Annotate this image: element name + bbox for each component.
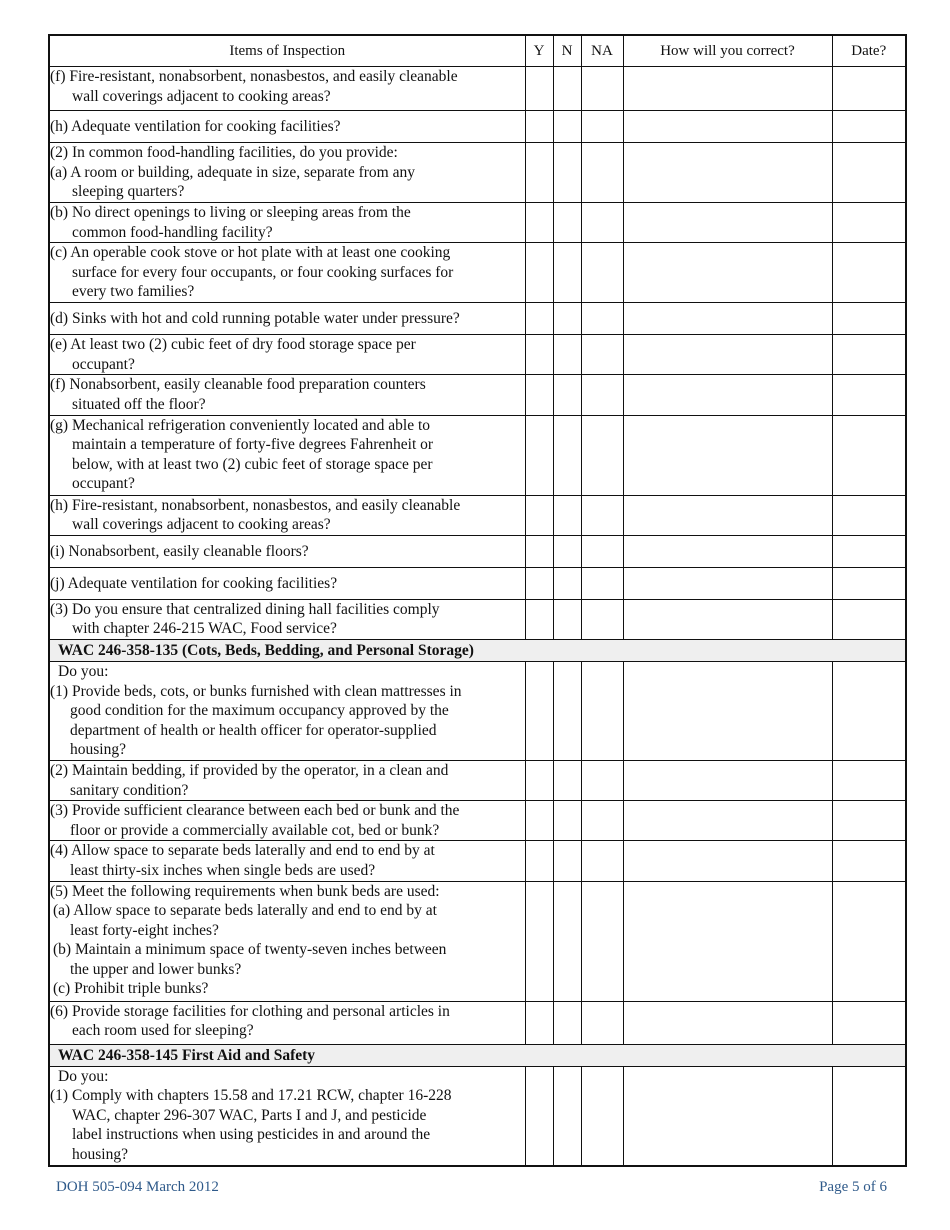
na-cell[interactable] <box>581 335 623 375</box>
no-cell[interactable] <box>553 375 581 415</box>
item-text-line: maintain a temperature of forty-five degrees Fahrenheit or <box>72 436 434 454</box>
yes-cell[interactable] <box>525 495 553 535</box>
table-row <box>49 535 906 567</box>
inspection-item <box>49 415 525 495</box>
item-text-line: (1) Provide beds, cots, or bunks furnished with clean mattresses in <box>50 682 462 700</box>
section-header-row <box>49 1044 906 1066</box>
correction-cell[interactable] <box>623 335 832 375</box>
yes-cell[interactable] <box>525 599 553 639</box>
correction-cell[interactable] <box>623 67 832 111</box>
form-number: DOH 505-094 March 2012 <box>56 1179 219 1195</box>
table-row <box>49 303 906 335</box>
table-row <box>49 415 906 495</box>
inspection-item <box>49 567 525 599</box>
date-cell[interactable] <box>832 599 906 639</box>
correction-cell[interactable] <box>623 495 832 535</box>
correction-cell[interactable] <box>623 243 832 303</box>
col-header-items: Items of Inspection <box>49 35 525 67</box>
item-text-line: sanitary condition? <box>70 781 189 799</box>
no-cell[interactable] <box>553 495 581 535</box>
inspection-item <box>49 111 525 143</box>
yes-cell[interactable] <box>525 1066 553 1166</box>
col-header-na: NA <box>581 35 623 67</box>
col-header-correct: How will you correct? <box>623 35 832 67</box>
table-row <box>49 567 906 599</box>
item-text-line: sleeping quarters? <box>72 183 185 201</box>
item-text-line: (6) Provide storage facilities for clothing and personal articles in <box>50 1002 450 1020</box>
yes-cell[interactable] <box>525 111 553 143</box>
date-cell[interactable] <box>832 143 906 203</box>
no-cell[interactable] <box>553 303 581 335</box>
item-text-line: occupant? <box>72 355 135 373</box>
correction-cell[interactable] <box>623 1001 832 1044</box>
date-cell[interactable] <box>832 375 906 415</box>
inspection-item <box>49 661 525 760</box>
col-header-no: N <box>553 35 581 67</box>
correction-cell[interactable] <box>623 415 832 495</box>
no-cell[interactable] <box>553 203 581 243</box>
table-row <box>49 1001 906 1044</box>
yes-cell[interactable] <box>525 415 553 495</box>
date-cell[interactable] <box>832 760 906 800</box>
item-text-line: (j) Adequate ventilation for cooking facilities? <box>50 574 338 592</box>
no-cell[interactable] <box>553 1001 581 1044</box>
item-text-line: good condition for the maximum occupancy approved by the <box>70 702 449 720</box>
table-row <box>49 801 906 841</box>
no-cell[interactable] <box>553 415 581 495</box>
item-text-line: (c) Prohibit triple bunks? <box>53 980 209 998</box>
date-cell[interactable] <box>832 801 906 841</box>
item-text-line: Do you: <box>58 662 109 680</box>
date-cell[interactable] <box>832 661 906 760</box>
inspection-item <box>49 535 525 567</box>
item-text-line: (f) Nonabsorbent, easily cleanable food preparation counters <box>50 376 426 394</box>
no-cell[interactable] <box>553 335 581 375</box>
item-text-line: (h) Adequate ventilation for cooking facilities? <box>50 118 341 135</box>
no-cell[interactable] <box>553 243 581 303</box>
item-text-line: (4) Allow space to separate beds laterally and end to end by at <box>50 842 435 860</box>
na-cell[interactable] <box>581 415 623 495</box>
inspection-item <box>49 1001 525 1044</box>
item-text-line: each room used for sleeping? <box>72 1022 254 1040</box>
item-text-line: (1) Comply with chapters 15.58 and 17.21 RCW, chapter 16-228 <box>50 1087 452 1105</box>
table-row <box>49 599 906 639</box>
correction-cell[interactable] <box>623 111 832 143</box>
item-text-line: least thirty-six inches when single beds are used? <box>70 861 376 879</box>
inspection-item <box>49 801 525 841</box>
item-text-line: surface for every four occupants, or four cooking surfaces for <box>72 263 454 281</box>
correction-cell[interactable] <box>623 535 832 567</box>
date-cell[interactable] <box>832 1001 906 1044</box>
no-cell[interactable] <box>553 841 581 881</box>
no-cell[interactable] <box>553 535 581 567</box>
item-text-line: (e) At least two (2) cubic feet of dry food storage space per <box>50 336 416 354</box>
item-text-line: (2) In common food-handling facilities, do you provide: <box>50 144 398 161</box>
date-cell[interactable] <box>832 415 906 495</box>
no-cell[interactable] <box>553 111 581 143</box>
correction-cell[interactable] <box>623 760 832 800</box>
na-cell[interactable] <box>581 143 623 203</box>
page-number: Page 5 of 6 <box>819 1179 887 1195</box>
na-cell[interactable] <box>581 567 623 599</box>
item-text-line: (a) A room or building, adequate in size, separate from any <box>50 163 415 181</box>
yes-cell[interactable] <box>525 1001 553 1044</box>
correction-cell[interactable] <box>623 143 832 203</box>
item-text-line: (h) Fire-resistant, nonabsorbent, nonasbestos, and easily cleanable <box>50 496 461 514</box>
item-text-line: (g) Mechanical refrigeration conveniently located and able to <box>50 416 431 434</box>
table-row <box>49 881 906 1001</box>
no-cell[interactable] <box>553 567 581 599</box>
inspection-item <box>49 143 525 203</box>
yes-cell[interactable] <box>525 143 553 203</box>
yes-cell[interactable] <box>525 303 553 335</box>
item-text-line: (c) An operable cook stove or hot plate with at least one cooking <box>50 244 451 262</box>
date-cell[interactable] <box>832 203 906 243</box>
no-cell[interactable] <box>553 881 581 1001</box>
inspection-item <box>49 599 525 639</box>
item-text-line: (d) Sinks with hot and cold running potable water under pressure? <box>50 310 460 328</box>
table-row <box>49 1066 906 1166</box>
item-text-line: every two families? <box>72 283 195 301</box>
date-cell[interactable] <box>832 535 906 567</box>
no-cell[interactable] <box>553 1066 581 1166</box>
na-cell[interactable] <box>581 203 623 243</box>
na-cell[interactable] <box>581 303 623 335</box>
no-cell[interactable] <box>553 661 581 760</box>
item-text-line: floor or provide a commercially available cot, bed or bunk? <box>70 821 440 839</box>
na-cell[interactable] <box>581 67 623 111</box>
date-cell[interactable] <box>832 1066 906 1166</box>
inspection-item <box>49 375 525 415</box>
item-text-line: the upper and lower bunks? <box>70 960 242 978</box>
item-text-line: (3) Provide sufficient clearance between each bed or bunk and the <box>50 802 460 820</box>
yes-cell[interactable] <box>525 243 553 303</box>
na-cell[interactable] <box>581 1001 623 1044</box>
na-cell[interactable] <box>581 375 623 415</box>
item-text-line: (a) Allow space to separate beds laterally and end to end by at <box>53 902 437 920</box>
item-text-line: housing? <box>70 741 126 759</box>
item-text-line: situated off the floor? <box>72 395 206 413</box>
item-text-line: (f) Fire-resistant, nonabsorbent, nonasbestos, and easily cleanable <box>50 68 458 85</box>
inspection-item <box>49 67 525 111</box>
na-cell[interactable] <box>581 495 623 535</box>
table-row <box>49 143 906 203</box>
yes-cell[interactable] <box>525 203 553 243</box>
yes-cell[interactable] <box>525 535 553 567</box>
date-cell[interactable] <box>832 303 906 335</box>
correction-cell[interactable] <box>623 567 832 599</box>
date-cell[interactable] <box>832 243 906 303</box>
item-text-line: occupant? <box>72 475 135 493</box>
table-row <box>49 841 906 881</box>
inspection-item <box>49 881 525 1001</box>
correction-cell[interactable] <box>623 841 832 881</box>
correction-cell[interactable] <box>623 661 832 760</box>
yes-cell[interactable] <box>525 335 553 375</box>
date-cell[interactable] <box>832 881 906 1001</box>
table-row <box>49 375 906 415</box>
item-text-line: least forty-eight inches? <box>70 921 219 939</box>
no-cell[interactable] <box>553 143 581 203</box>
na-cell[interactable] <box>581 760 623 800</box>
na-cell[interactable] <box>581 801 623 841</box>
table-row <box>49 243 906 303</box>
yes-cell[interactable] <box>525 661 553 760</box>
yes-cell[interactable] <box>525 881 553 1001</box>
na-cell[interactable] <box>581 535 623 567</box>
inspection-table <box>48 34 907 1167</box>
correction-cell[interactable] <box>623 375 832 415</box>
item-text-line: (3) Do you ensure that centralized dining hall facilities comply <box>50 600 440 618</box>
date-cell[interactable] <box>832 335 906 375</box>
yes-cell[interactable] <box>525 801 553 841</box>
item-text-line: wall coverings adjacent to cooking areas? <box>72 87 331 105</box>
header-row <box>49 35 906 67</box>
yes-cell[interactable] <box>525 760 553 800</box>
date-cell[interactable] <box>832 841 906 881</box>
correction-cell[interactable] <box>623 881 832 1001</box>
inspection-item <box>49 841 525 881</box>
no-cell[interactable] <box>553 760 581 800</box>
correction-cell[interactable] <box>623 1066 832 1166</box>
table-row <box>49 495 906 535</box>
na-cell[interactable] <box>581 243 623 303</box>
na-cell[interactable] <box>581 661 623 760</box>
item-text-line: (b) No direct openings to living or sleeping areas from the <box>50 204 411 221</box>
item-text-line: common food-handling facility? <box>72 223 273 241</box>
section-title: WAC 246-358-135 (Cots, Beds, Bedding, and Personal Storage) <box>49 639 906 661</box>
item-text-line: (b) Maintain a minimum space of twenty-seven inches between <box>53 941 447 959</box>
inspection-item <box>49 243 525 303</box>
yes-cell[interactable] <box>525 841 553 881</box>
table-row <box>49 111 906 143</box>
na-cell[interactable] <box>581 111 623 143</box>
item-text-line: wall coverings adjacent to cooking areas? <box>72 516 331 534</box>
na-cell[interactable] <box>581 881 623 1001</box>
item-text-line: (i) Nonabsorbent, easily cleanable floors? <box>50 542 309 560</box>
yes-cell[interactable] <box>525 67 553 111</box>
date-cell[interactable] <box>832 111 906 143</box>
yes-cell[interactable] <box>525 375 553 415</box>
inspection-item <box>49 1066 525 1166</box>
inspection-item <box>49 760 525 800</box>
item-text-line: below, with at least two (2) cubic feet of storage space per <box>72 455 433 473</box>
inspection-item <box>49 495 525 535</box>
date-cell[interactable] <box>832 495 906 535</box>
table-row <box>49 335 906 375</box>
na-cell[interactable] <box>581 599 623 639</box>
inspection-item <box>49 203 525 243</box>
correction-cell[interactable] <box>623 303 832 335</box>
inspection-item <box>49 303 525 335</box>
date-cell[interactable] <box>832 67 906 111</box>
item-text-line: Do you: <box>58 1067 109 1085</box>
item-text-line: with chapter 246-215 WAC, Food service? <box>72 620 337 638</box>
item-text-line: department of health or health officer for operator-supplied <box>70 721 437 739</box>
correction-cell[interactable] <box>623 599 832 639</box>
item-text-line: (2) Maintain bedding, if provided by the operator, in a clean and <box>50 761 449 779</box>
correction-cell[interactable] <box>623 203 832 243</box>
correction-cell[interactable] <box>623 801 832 841</box>
no-cell[interactable] <box>553 599 581 639</box>
table-body <box>49 67 906 1167</box>
section-header-row <box>49 639 906 661</box>
table-row <box>49 661 906 760</box>
date-cell[interactable] <box>832 567 906 599</box>
yes-cell[interactable] <box>525 567 553 599</box>
col-header-date: Date? <box>832 35 906 67</box>
table-row <box>49 67 906 111</box>
item-text-line: WAC, chapter 296-307 WAC, Parts I and J, and pesticide <box>72 1106 427 1124</box>
no-cell[interactable] <box>553 67 581 111</box>
table-row <box>49 760 906 800</box>
na-cell[interactable] <box>581 841 623 881</box>
item-text-line: housing? <box>72 1145 128 1163</box>
section-title: WAC 246-358-145 First Aid and Safety <box>49 1044 906 1066</box>
col-header-yes: Y <box>525 35 553 67</box>
item-text-line: label instructions when using pesticides in and around the <box>72 1126 431 1144</box>
inspection-item <box>49 335 525 375</box>
table-row <box>49 203 906 243</box>
no-cell[interactable] <box>553 801 581 841</box>
item-text-line: (5) Meet the following requirements when bunk beds are used: <box>50 882 440 900</box>
na-cell[interactable] <box>581 1066 623 1166</box>
